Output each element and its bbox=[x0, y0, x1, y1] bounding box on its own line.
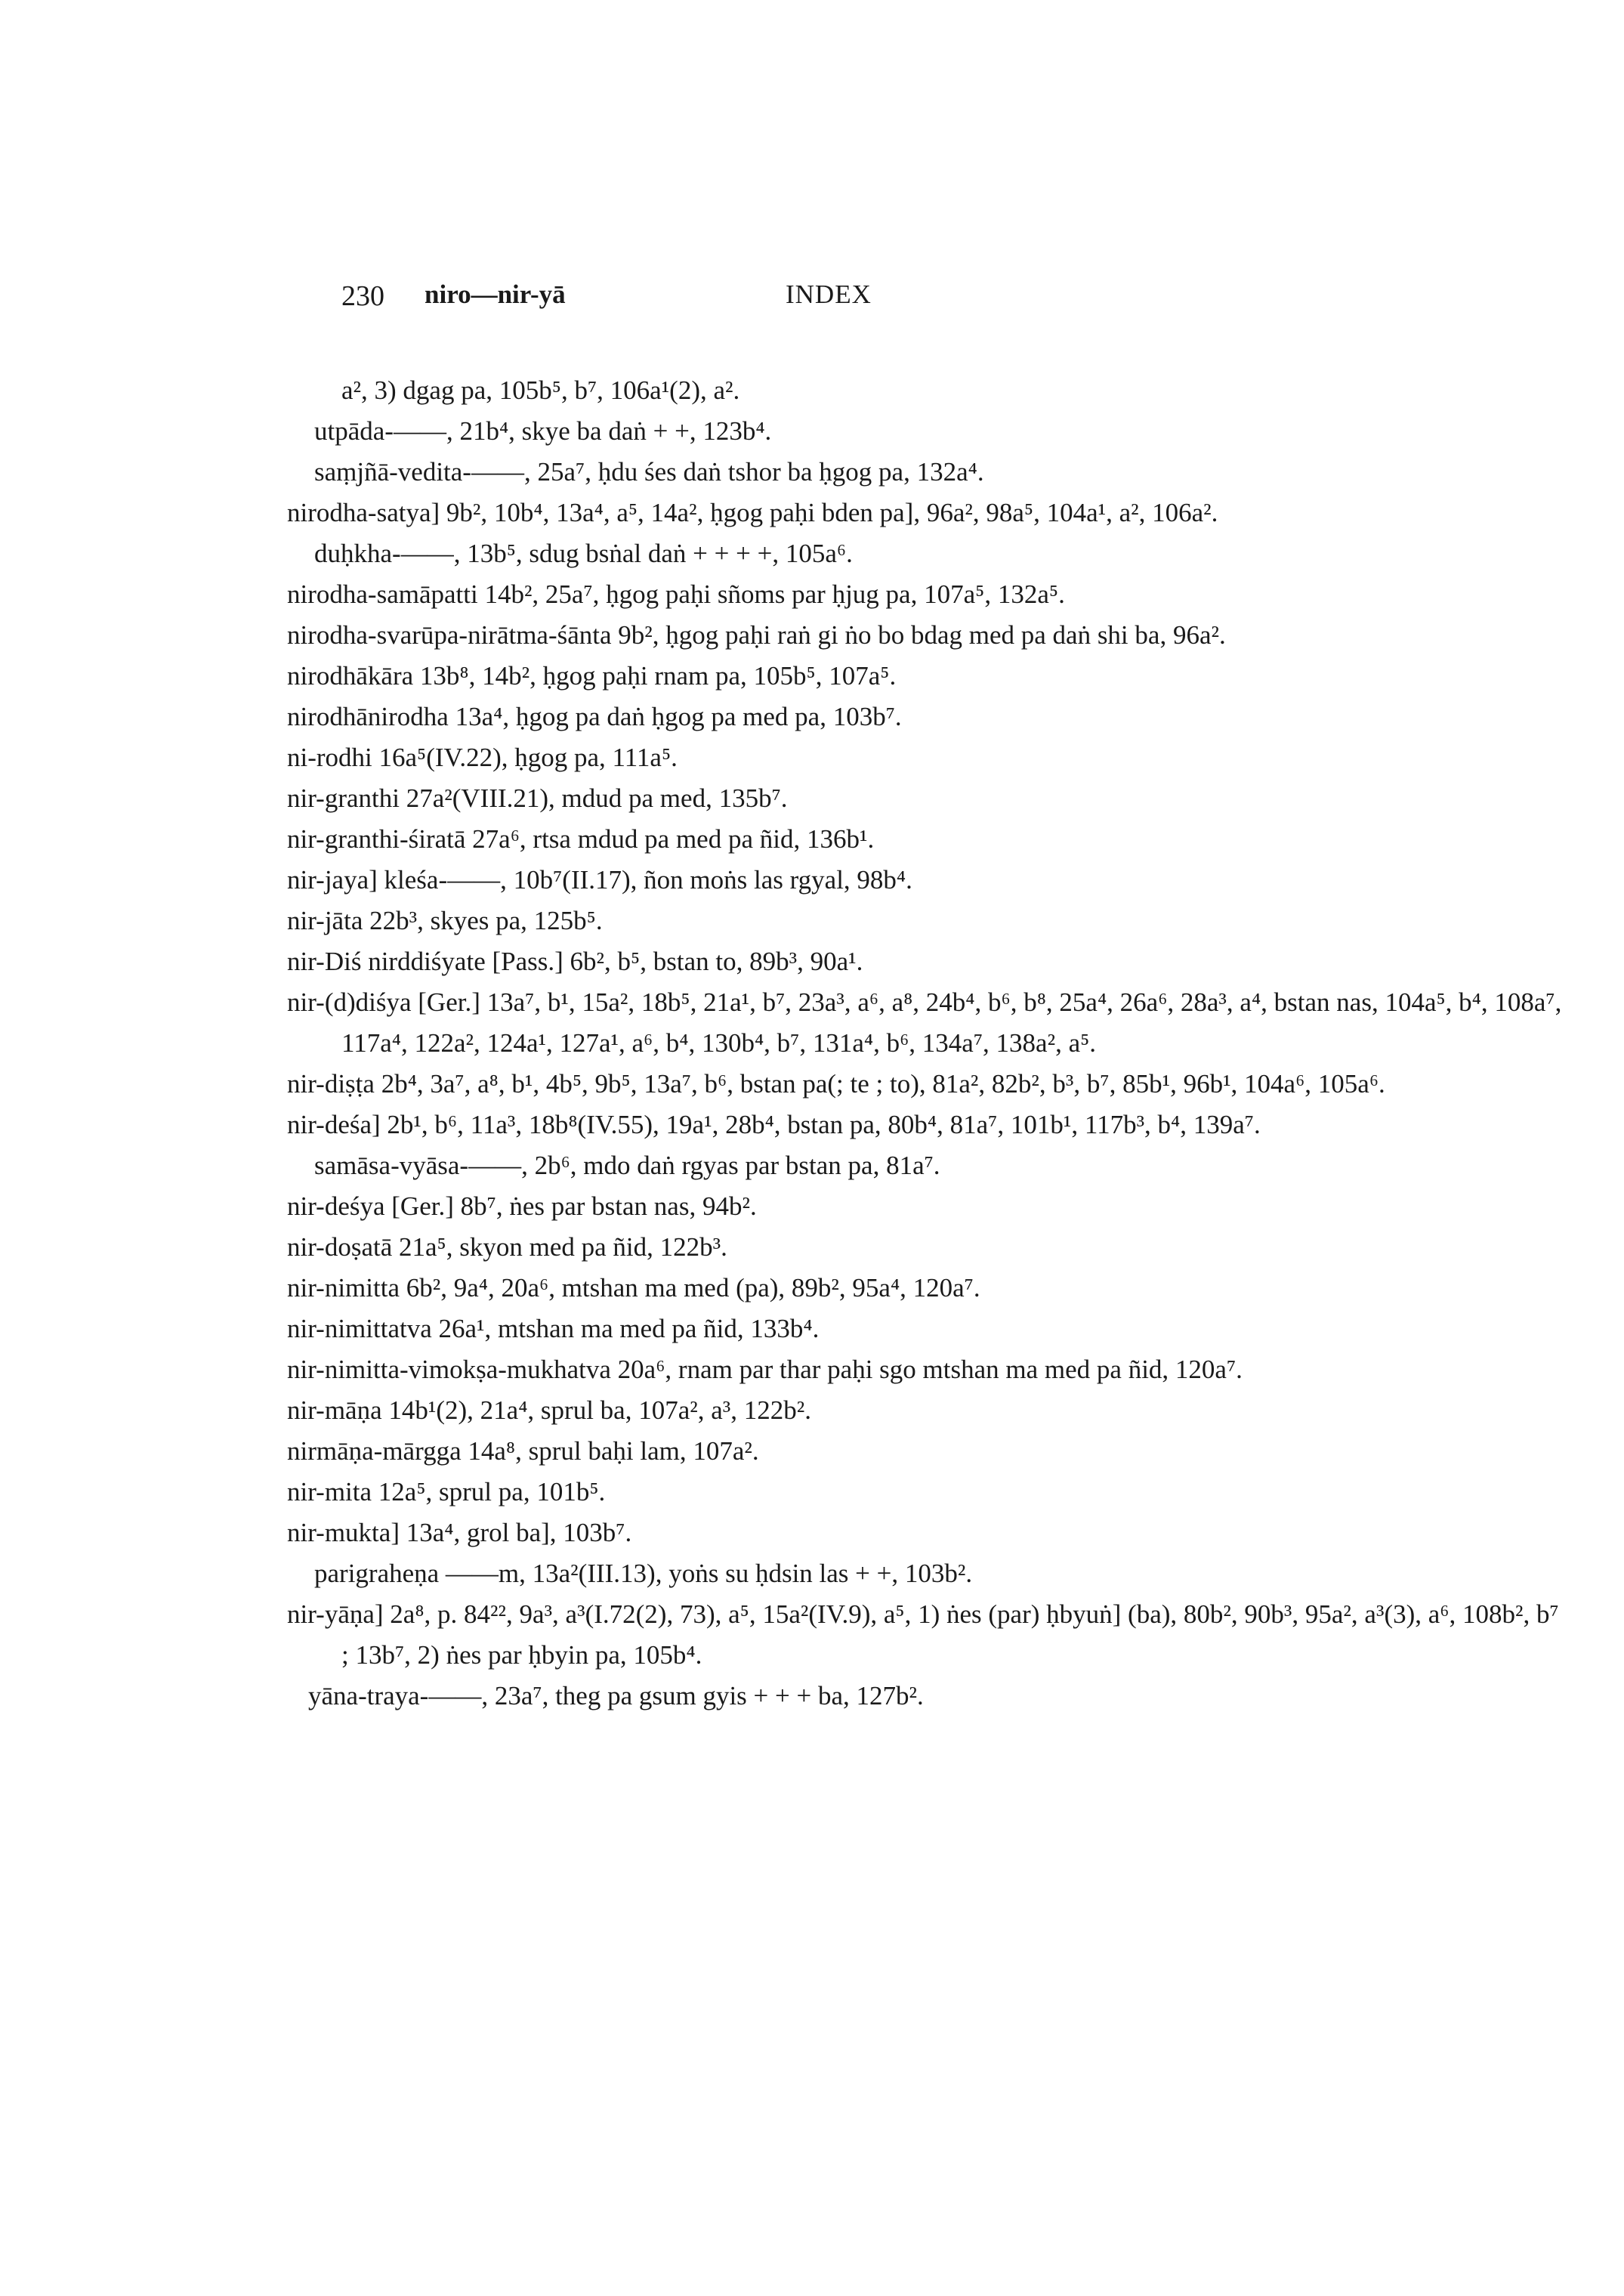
index-entry: a², 3) dgag pa, 105b⁵, b⁷, 106a¹(2), a². bbox=[341, 375, 740, 405]
index-entry: nir-deśya [Ger.] 8b⁷, ṅes par bstan nas, 94b². bbox=[287, 1191, 757, 1221]
index-entry: nir-(d)diśya [Ger.] 13a⁷, b¹, 15a², 18b⁵, 21a¹, b⁷, 23a³, a⁶, a⁸, 24b⁴, b⁶, b⁸, 25a⁴, 26a⁶, 28a³, a⁴, bstan nas, 104a⁵, b⁴, 108a⁷, 117a⁴, 122a², 124a¹, 127a¹, a⁶, b⁴, 130b⁴, b⁷, 131a⁴, b⁶, 134a⁷, 138a², a⁵. bbox=[287, 987, 1562, 1058]
index-entry: yāna-traya-——, 23a⁷, theg pa gsum gyis + + + ba, 127b². bbox=[308, 1681, 924, 1710]
index-entry: utpāda-——, 21b⁴, skye ba daṅ + +, 123b⁴. bbox=[314, 416, 772, 446]
index-entry: nir-nimitta-vimokṣa-mukhatva 20a⁶, rnam par thar paḥi sgo mtshan ma med pa ñid, 120a⁷. bbox=[287, 1355, 1243, 1384]
index-entry: nir-yāṇa] 2a⁸, p. 84²², 9a³, a³(I.72(2), 73), a⁵, 15a²(IV.9), a⁵, 1) ṅes (par) ḥbyuṅ] (ba), 80b², 90b³, 95a², a³(3), a⁶, 108b², b⁷ ; 13b⁷, 2) ṅes par ḥbyin pa, 105b⁴. bbox=[287, 1599, 1559, 1670]
index-entry: duḥkha-——, 13b⁵, sdug bsṅal daṅ + + + +, 105a⁶. bbox=[314, 539, 853, 568]
index-entry: nirodhākāra 13b⁸, 14b², ḥgog paḥi rnam pa, 105b⁵, 107a⁵. bbox=[287, 661, 897, 691]
index-entry: nir-nimittatva 26a¹, mtshan ma med pa ñid, 133b⁴. bbox=[287, 1314, 820, 1343]
index-entry: nirodhānirodha 13a⁴, ḥgog pa daṅ ḥgog pa med pa, 103b⁷. bbox=[287, 702, 902, 731]
index-entry: nir-deśa] 2b¹, b⁶, 11a³, 18b⁸(IV.55), 19a¹, 28b⁴, bstan pa, 80b⁴, 81a⁷, 101b¹, 117b³, b⁴, 139a⁷. bbox=[287, 1110, 1261, 1139]
index-entry: nir-nimitta 6b², 9a⁴, 20a⁶, mtshan ma med (pa), 89b², 95a⁴, 120a⁷. bbox=[287, 1273, 980, 1303]
index-entry: nirodha-svarūpa-nirātma-śānta 9b², ḥgog paḥi raṅ gi ṅo bo bdag med pa daṅ shi ba, 96a². bbox=[287, 620, 1226, 650]
index-entry: nir-jāta 22b³, skyes pa, 125b⁵. bbox=[287, 906, 603, 935]
index-entry: nir-mita 12a⁵, sprul pa, 101b⁵. bbox=[287, 1477, 606, 1506]
index-entry: samāsa-vyāsa-——, 2b⁶, mdo daṅ rgyas par bstan pa, 81a⁷. bbox=[314, 1151, 940, 1180]
header-range: niro—nir-yā bbox=[425, 280, 566, 309]
index-entry: nir-jaya] kleśa-——, 10b⁷(II.17), ñon moṅs las rgyal, 98b⁴. bbox=[287, 865, 912, 895]
index-entry: ni-rodhi 16a⁵(IV.22), ḥgog pa, 111a⁵. bbox=[287, 743, 678, 772]
index-entry: parigraheṇa ——m, 13a²(III.13), yoṅs su ḥdsin las + +, 103b². bbox=[314, 1559, 973, 1588]
index-entries bbox=[287, 370, 1571, 1717]
index-entry: nirodha-satya] 9b², 10b⁴, 13a⁴, a⁵, 14a², ḥgog paḥi bden pa], 96a², 98a⁵, 104a¹, a², 106a². bbox=[287, 498, 1218, 527]
index-entry: nir-doṣatā 21a⁵, skyon med pa ñid, 122b³. bbox=[287, 1232, 727, 1262]
index-entry: nir-granthi-śiratā 27a⁶, rtsa mdud pa med pa ñid, 136b¹. bbox=[287, 824, 875, 854]
index-entry: nirodha-samāpatti 14b², 25a⁷, ḥgog paḥi sñoms par ḥjug pa, 107a⁵, 132a⁵. bbox=[287, 579, 1065, 609]
index-entry: nir-Diś nirddiśyate [Pass.] 6b², b⁵, bstan to, 89b³, 90a¹. bbox=[287, 947, 863, 976]
index-entry: nir-mukta] 13a⁴, grol ba], 103b⁷. bbox=[287, 1518, 632, 1547]
index-entry: saṃjñā-vedita-——, 25a⁷, ḥdu śes daṅ tshor ba ḥgog pa, 132a⁴. bbox=[314, 457, 984, 487]
page-number: 230 bbox=[341, 280, 384, 312]
header-title: INDEX bbox=[786, 280, 872, 309]
index-entry: nir-diṣṭa 2b⁴, 3a⁷, a⁸, b¹, 4b⁵, 9b⁵, 13a⁷, b⁶, bstan pa(; te ; to), 81a², 82b², b³, b⁷, 85b¹, 96b¹, 104a⁶, 105a⁶. bbox=[287, 1069, 1385, 1099]
index-entry: nir-granthi 27a²(VIII.21), mdud pa med, 135b⁷. bbox=[287, 783, 788, 813]
index-entry: nirmāṇa-mārgga 14a⁸, sprul baḥi lam, 107a². bbox=[287, 1436, 759, 1466]
index-entry: nir-māṇa 14b¹(2), 21a⁴, sprul ba, 107a², a³, 122b². bbox=[287, 1395, 812, 1425]
page-header bbox=[341, 280, 1542, 325]
